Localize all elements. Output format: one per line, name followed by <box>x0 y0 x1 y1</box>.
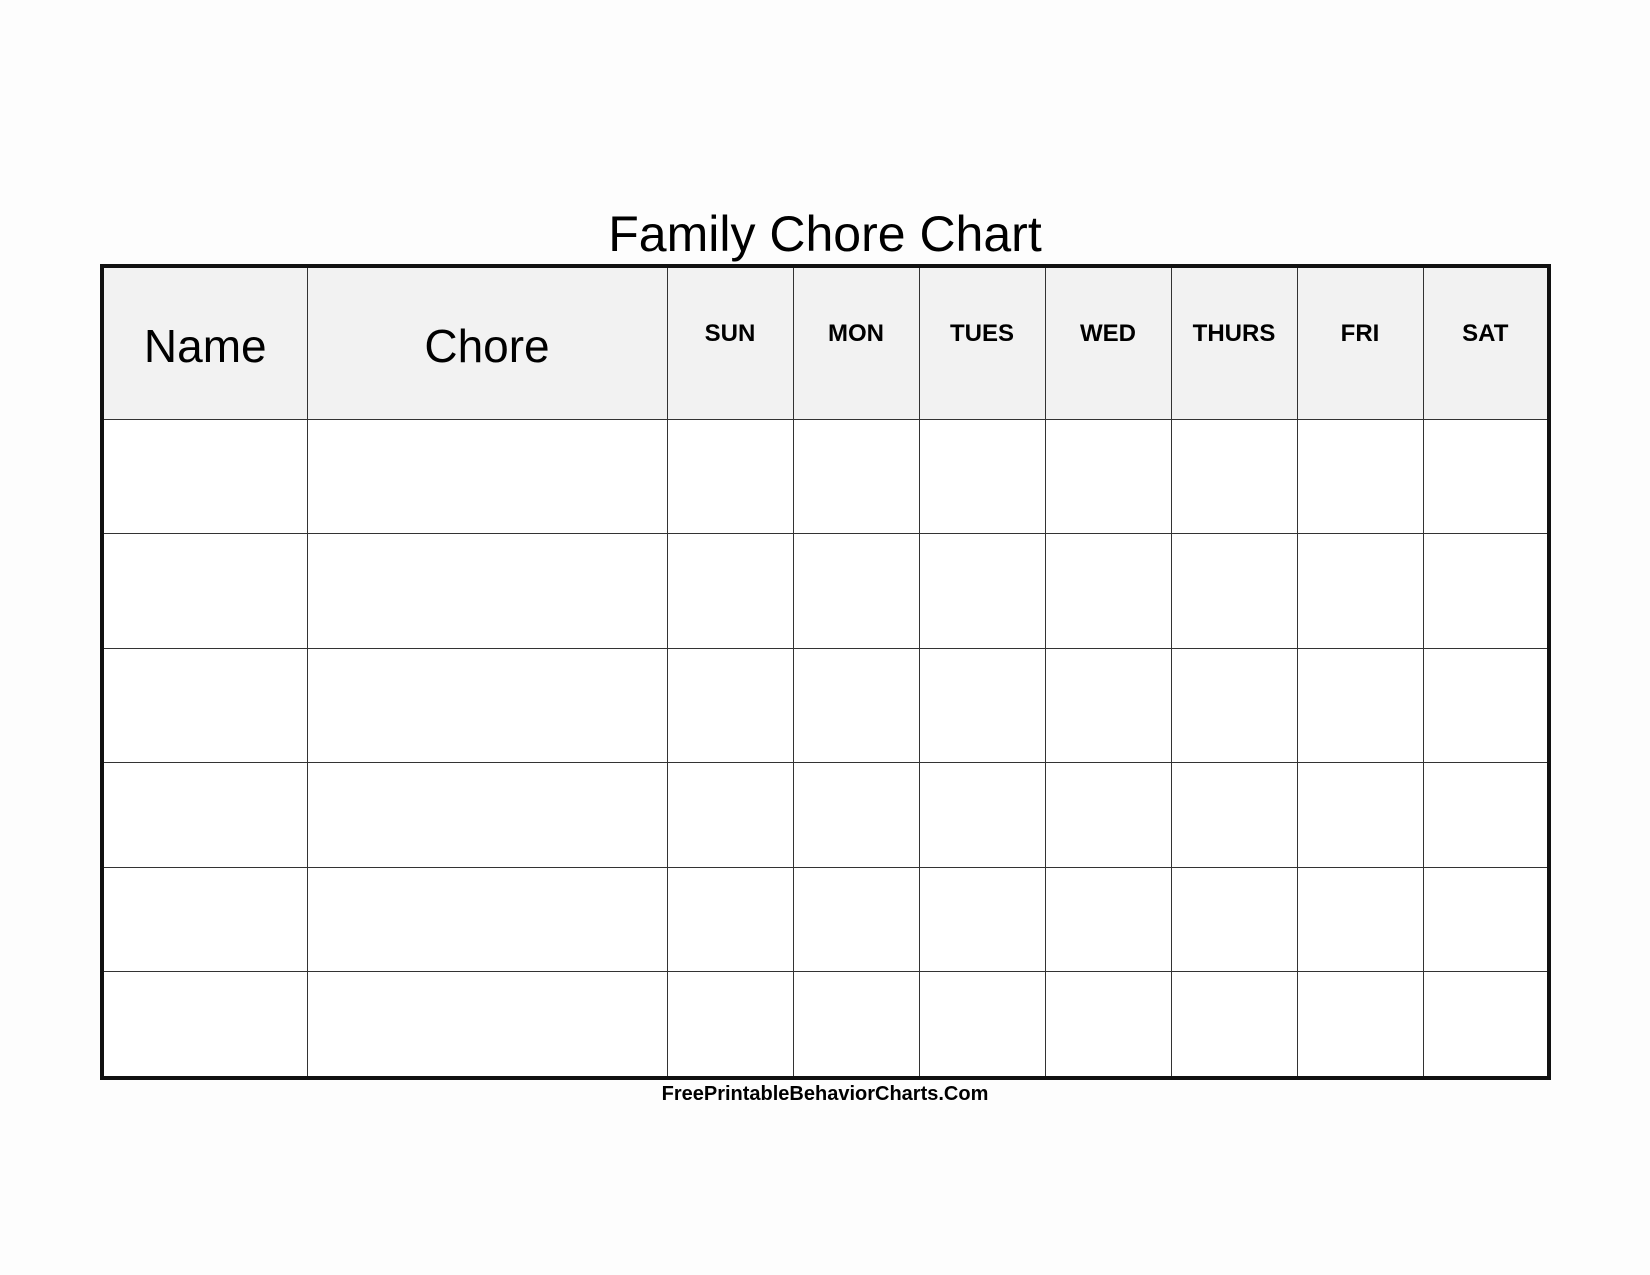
header-day-label: THURS <box>1192 319 1276 347</box>
header-day-tues <box>919 266 1045 420</box>
day-cell-thurs[interactable] <box>1171 763 1297 867</box>
day-cell-fri[interactable] <box>1297 648 1423 762</box>
day-cell-sat[interactable] <box>1423 763 1549 867</box>
footer-source: FreePrintableBehaviorCharts.Com <box>661 1083 989 1105</box>
day-cell-sat[interactable] <box>1423 972 1549 1078</box>
day-cell-sat[interactable] <box>1423 867 1549 971</box>
day-cell-thurs[interactable] <box>1171 867 1297 971</box>
day-cell-mon[interactable] <box>793 763 919 867</box>
header-day-label: WED <box>1080 319 1136 347</box>
day-cell-mon[interactable] <box>793 420 919 534</box>
table-row <box>102 972 1549 1078</box>
chore-cell[interactable] <box>307 763 667 867</box>
day-cell-sun[interactable] <box>667 867 793 971</box>
day-cell-fri[interactable] <box>1297 867 1423 971</box>
day-cell-thurs[interactable] <box>1171 648 1297 762</box>
chore-cell[interactable] <box>307 420 667 534</box>
page-title: Family Chore Chart <box>608 206 1042 262</box>
day-cell-fri[interactable] <box>1297 763 1423 867</box>
name-cell[interactable] <box>102 420 307 534</box>
header-day-fri <box>1297 266 1423 420</box>
day-cell-mon[interactable] <box>793 534 919 648</box>
header-chore <box>307 266 667 420</box>
day-cell-sun[interactable] <box>667 420 793 534</box>
day-cell-mon[interactable] <box>793 648 919 762</box>
chart-body <box>102 420 1549 1079</box>
day-cell-sat[interactable] <box>1423 648 1549 762</box>
name-cell[interactable] <box>102 867 307 971</box>
chore-cell[interactable] <box>307 972 667 1078</box>
day-cell-sun[interactable] <box>667 972 793 1078</box>
day-cell-tues[interactable] <box>919 867 1045 971</box>
day-cell-mon[interactable] <box>793 867 919 971</box>
day-cell-tues[interactable] <box>919 972 1045 1078</box>
day-cell-tues[interactable] <box>919 534 1045 648</box>
header-day-sun <box>667 266 793 420</box>
day-cell-fri[interactable] <box>1297 972 1423 1078</box>
name-cell[interactable] <box>102 648 307 762</box>
table-row <box>102 648 1549 762</box>
day-cell-wed[interactable] <box>1045 867 1171 971</box>
day-cell-fri[interactable] <box>1297 420 1423 534</box>
day-cell-sun[interactable] <box>667 763 793 867</box>
day-cell-wed[interactable] <box>1045 420 1171 534</box>
header-day-label: SUN <box>704 319 756 347</box>
day-cell-sat[interactable] <box>1423 420 1549 534</box>
header-name-label: Name <box>143 319 267 372</box>
day-cell-tues[interactable] <box>919 648 1045 762</box>
table-row <box>102 420 1549 534</box>
table-row <box>102 867 1549 971</box>
header-row <box>102 266 1549 420</box>
day-cell-sat[interactable] <box>1423 534 1549 648</box>
day-cell-tues[interactable] <box>919 763 1045 867</box>
chore-cell[interactable] <box>307 867 667 971</box>
day-cell-wed[interactable] <box>1045 972 1171 1078</box>
chore-cell[interactable] <box>307 534 667 648</box>
name-cell[interactable] <box>102 972 307 1078</box>
day-cell-wed[interactable] <box>1045 534 1171 648</box>
table-row <box>102 763 1549 867</box>
day-cell-fri[interactable] <box>1297 534 1423 648</box>
header-day-sat <box>1423 266 1549 420</box>
name-cell[interactable] <box>102 763 307 867</box>
day-cell-thurs[interactable] <box>1171 972 1297 1078</box>
day-cell-mon[interactable] <box>793 972 919 1078</box>
header-name <box>102 266 307 420</box>
header-day-label: TUES <box>949 319 1014 347</box>
day-cell-thurs[interactable] <box>1171 420 1297 534</box>
table-row <box>102 534 1549 648</box>
chore-cell[interactable] <box>307 648 667 762</box>
header-day-wed <box>1045 266 1171 420</box>
day-cell-sun[interactable] <box>667 534 793 648</box>
header-day-label: FRI <box>1340 319 1380 347</box>
header-day-thurs <box>1171 266 1297 420</box>
header-day-label: SAT <box>1462 319 1509 347</box>
chore-chart-table <box>100 264 1551 1080</box>
name-cell[interactable] <box>102 534 307 648</box>
day-cell-thurs[interactable] <box>1171 534 1297 648</box>
day-cell-wed[interactable] <box>1045 763 1171 867</box>
day-cell-wed[interactable] <box>1045 648 1171 762</box>
day-cell-sun[interactable] <box>667 648 793 762</box>
day-cell-tues[interactable] <box>919 420 1045 534</box>
header-day-label: MON <box>828 319 884 347</box>
header-chore-label: Chore <box>424 319 550 372</box>
header-day-mon <box>793 266 919 420</box>
